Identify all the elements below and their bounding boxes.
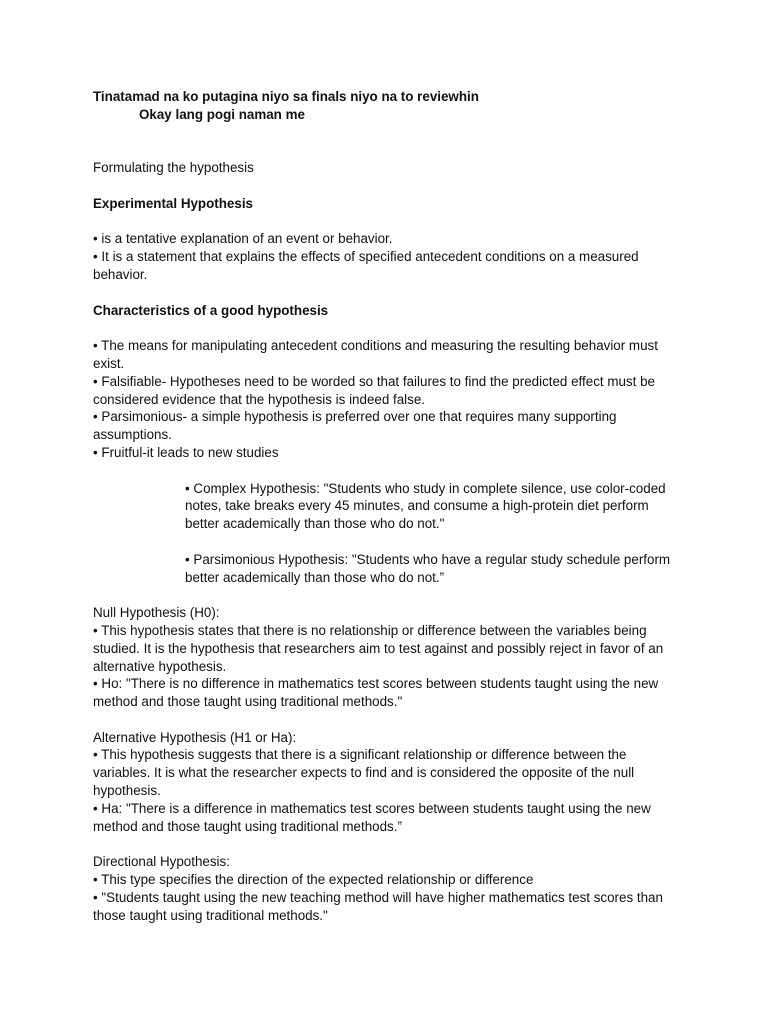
alternative-bullet-2: • Ha: "There is a difference in mathematics test scores between students taught using the new method and those taught using traditional methods.” — [93, 800, 651, 834]
null-bullet-2: • Ho: "There is no difference in mathematics test scores between students taught using the new method and those taught using traditional methods." — [93, 676, 659, 710]
section-title: Formulating the hypothesis — [93, 160, 254, 176]
alternative-heading: Alternative Hypothesis (H1 or Ha): — [93, 729, 297, 745]
null-heading: Null Hypothesis (H0): — [93, 605, 220, 621]
experimental-bullet-1: • is a tentative explanation of an event or behavior. — [93, 231, 393, 247]
experimental-bullet-2: • It is a statement that explains the effects of specified antecedent conditions on a measured behavior. — [93, 249, 639, 282]
spacer — [93, 711, 683, 729]
spacer — [93, 124, 683, 160]
spacer — [185, 533, 683, 551]
spacer — [93, 319, 683, 337]
header-line-2: Okay lang pogi naman me — [139, 106, 305, 122]
directional-bullet-2: • "Students taught using the new teaching method will have higher mathematics test scores than those taught using traditional methods." — [93, 889, 663, 923]
characteristics-bullet-4: • Fruitful-it leads to new studies — [93, 444, 279, 460]
hypothesis-examples — [93, 480, 683, 587]
parsimonious-hypothesis-example: • Parsimonious Hypothesis: "Students who have a regular study schedule perform better academically than those who do not.” — [185, 551, 671, 585]
spacer — [93, 177, 683, 195]
spacer — [93, 835, 683, 853]
complex-hypothesis-example: • Complex Hypothesis: "Students who study in complete silence, use color-coded notes, take breaks every 45 minutes, and consume a high-protein diet perform better academically than those who do not." — [185, 480, 666, 532]
directional-heading: Directional Hypothesis: — [93, 854, 230, 870]
characteristics-bullet-3: • Parsimonious- a simple hypothesis is preferred over one that requires many supporting assumptions. — [93, 409, 617, 443]
header-line-1: Tinatamad na ko putagina niyo sa finals niyo na to reviewhin — [93, 89, 479, 104]
characteristics-bullet-1: • The means for manipulating antecedent conditions and measuring the resulting behavior must exist. — [93, 338, 658, 371]
characteristics-heading: Characteristics of a good hypothesis — [93, 302, 329, 318]
spacer — [93, 213, 683, 231]
null-bullet-1: • This hypothesis states that there is no relationship or difference between the variables being studied. It is the hypothesis that researchers aim to test against and possibly reject in favor of an alternative hypothesis. — [93, 622, 664, 674]
experimental-heading: Experimental Hypothesis — [93, 195, 253, 211]
spacer — [93, 284, 683, 302]
spacer — [93, 462, 683, 480]
directional-bullet-1: • This type specifies the direction of the expected relationship or difference — [93, 872, 534, 888]
characteristics-bullet-2: • Falsifiable- Hypotheses need to be worded so that failures to find the predicted effect must be considered evidence that the hypothesis is indeed false. — [93, 373, 655, 407]
spacer — [93, 586, 683, 604]
alternative-bullet-1: • This hypothesis suggests that there is a significant relationship or difference between the variables. It is what the researcher expects to find and is considered the opposite of the null hypothesis. — [93, 747, 635, 799]
document-body — [93, 88, 683, 924]
